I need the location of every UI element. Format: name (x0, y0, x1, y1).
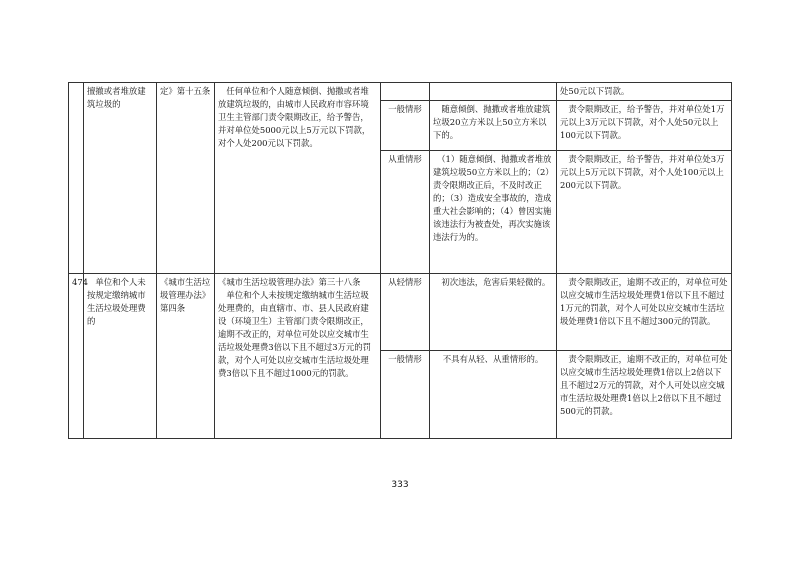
penalty-standard-cell: 责令限期改正，逾期不改正的，对单位可处以应交城市生活垃圾处理费1倍以下且不超过1万元的罚款，对个人可处以应交城市生活垃圾处理费1倍以下且不超过300元的罚款。 (557, 274, 732, 351)
circumstance-label-cell (381, 83, 430, 101)
violation-item-cell: 单位和个人未按规定缴纳城市生活垃圾处理费的 (84, 274, 157, 439)
page-number: 333 (391, 480, 409, 490)
circumstance-desc-cell: 初次违法，危害后果轻微的。 (430, 274, 557, 351)
circumstance-label-cell: 从重情形 (381, 151, 430, 274)
table-row (69, 83, 732, 101)
circumstance-label-cell: 一般情形 (381, 101, 430, 151)
penalty-standard-cell: 责令限期改正，逾期不改正的，对单位可处以应交城市生活垃圾处理费1倍以上2倍以下且不超过2万元的罚款，对个人可处以应交城市生活垃圾处理费1倍以上2倍以下且不超过500元的罚款。 (557, 351, 732, 439)
circumstance-desc-cell: （1）随意倾倒、抛撒或者堆放建筑垃圾50立方米以上的；（2）责令限期改正后，不及时改正的；（3）造成安全事故的，造成重大社会影响的；（4）曾因实施该违法行为被查处，再次实施该违法行为的。 (430, 151, 557, 274)
legal-basis-cell: 定》第十五条 (157, 83, 215, 274)
table-row (69, 274, 732, 351)
circumstance-desc-cell: 随意倾倒、抛撒或者堆放建筑垃圾20立方米以上50立方米以下的。 (430, 101, 557, 151)
circumstance-desc-cell (430, 83, 557, 101)
violation-item-cell: 擅撤或者堆放建筑垃圾的 (84, 83, 157, 274)
penalty-standards-table (68, 82, 732, 439)
row-number-cell (69, 83, 84, 274)
row-number-cell: 474 (69, 274, 84, 439)
legal-basis-cell: 《城市生活垃圾管理办法》第四条 (157, 274, 215, 439)
penalty-clause-cell: 任何单位和个人随意倾倒、抛撒或者堆放建筑垃圾的，由城市人民政府市容环境卫生主管部门责令限期改正，给予警告，并对单位处5000元以上5万元以下罚款，对个人处200元以下罚款。 (215, 83, 381, 274)
penalty-standard-cell: 责令限期改正，给予警告，并对单位处1万元以上3万元以下罚款，对个人处50元以上100元以下罚款。 (557, 101, 732, 151)
circumstance-desc-cell: 不具有从轻、从重情形的。 (430, 351, 557, 439)
penalty-standard-cell: 责令限期改正，给予警告，并对单位处3万元以上5万元以下罚款，对个人处100元以上200元以下罚款。 (557, 151, 732, 274)
circumstance-label-cell: 一般情形 (381, 351, 430, 439)
penalty-clause-cell: 《城市生活垃圾管理办法》第三十八条 单位和个人未按规定缴纳城市生活垃圾处理费的，由直辖市、市、县人民政府建设（环境卫生）主管部门责令限期改正，逾期不改正的，对单位可处以应交城市生活垃圾处理费3倍以下且不超过3万元的罚款，对个人可处以应交城市生活垃圾处理费3倍以下且不超过1000元的罚款。 (215, 274, 381, 439)
penalty-standard-cell: 处50元以下罚款。 (557, 83, 732, 101)
circumstance-label-cell: 从轻情形 (381, 274, 430, 351)
